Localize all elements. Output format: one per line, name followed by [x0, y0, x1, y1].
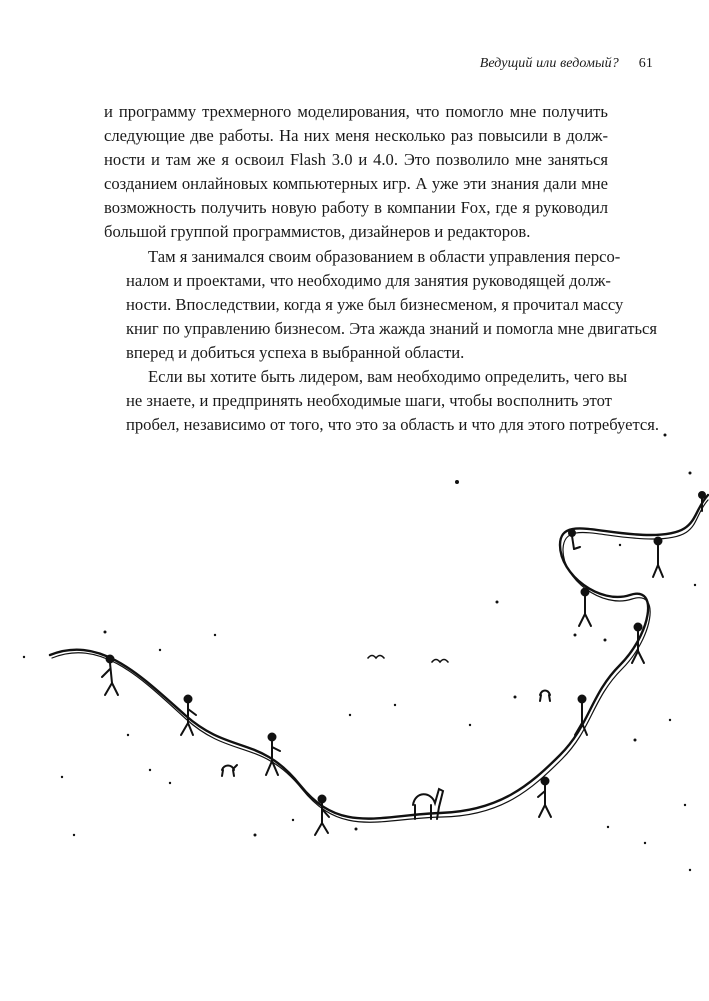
winding-path-illustration — [0, 425, 709, 905]
text-line: пробел, независимо от того, что это за область и что для этого потребуется. — [126, 415, 660, 435]
running-title: Ведущий или ведомый? — [479, 56, 619, 71]
body-text — [104, 100, 660, 437]
walker-figure-5 — [538, 778, 551, 818]
dog-figure — [222, 765, 237, 776]
text-line: ности. Впоследствии, когда я уже был бизнесменом, я прочитал массу — [126, 294, 624, 314]
walker-figure-8 — [579, 589, 591, 627]
text-line: возможность получить новую работу в компании Fox, где я руководил — [104, 198, 608, 218]
winding-path — [50, 495, 708, 819]
text-line: следующие две работы. На них меня несколько раз повысили в долж- — [104, 126, 608, 146]
text-line: вперед и добиться успеха в выбранной области. — [126, 342, 465, 362]
text-line: не знаете, и предпринять необходимые шаги, чтобы восполнить этот — [126, 391, 612, 411]
text-line: созданием онлайновых компьютерных игр. А уже эти знания дали мне — [104, 174, 608, 194]
scattered-dots — [23, 434, 696, 872]
text-line: большой группой программистов, дизайнеров и редакторов. — [104, 222, 531, 242]
running-head — [480, 56, 653, 72]
walker-figure-2 — [181, 696, 196, 736]
dog-figure-2 — [540, 691, 550, 702]
text-line: и программу трехмерного моделирования, что помогло мне получить — [104, 102, 608, 121]
bird-icon — [432, 660, 448, 663]
text-line: Там я занимался своим образованием в области управления персо- — [148, 246, 621, 266]
walker-figure-9 — [653, 538, 663, 578]
walker-figure-3 — [266, 734, 280, 776]
text-line: ности и там же я освоил Flash 3.0 и 4.0. Это позволило мне заняться — [104, 150, 608, 170]
bird-icon — [368, 656, 384, 659]
text-line: Если вы хотите быть лидером, вам необходимо определить, чего вы — [148, 367, 628, 387]
text-line: налом и проектами, что необходимо для занятия руководящей долж- — [126, 270, 611, 290]
paragraph-2 — [104, 245, 658, 365]
text-line: книг по управлению бизнесом. Эта жажда знаний и помогла мне двигаться — [126, 318, 658, 338]
paragraph-1 — [104, 100, 608, 245]
page-number: 61 — [638, 56, 653, 71]
